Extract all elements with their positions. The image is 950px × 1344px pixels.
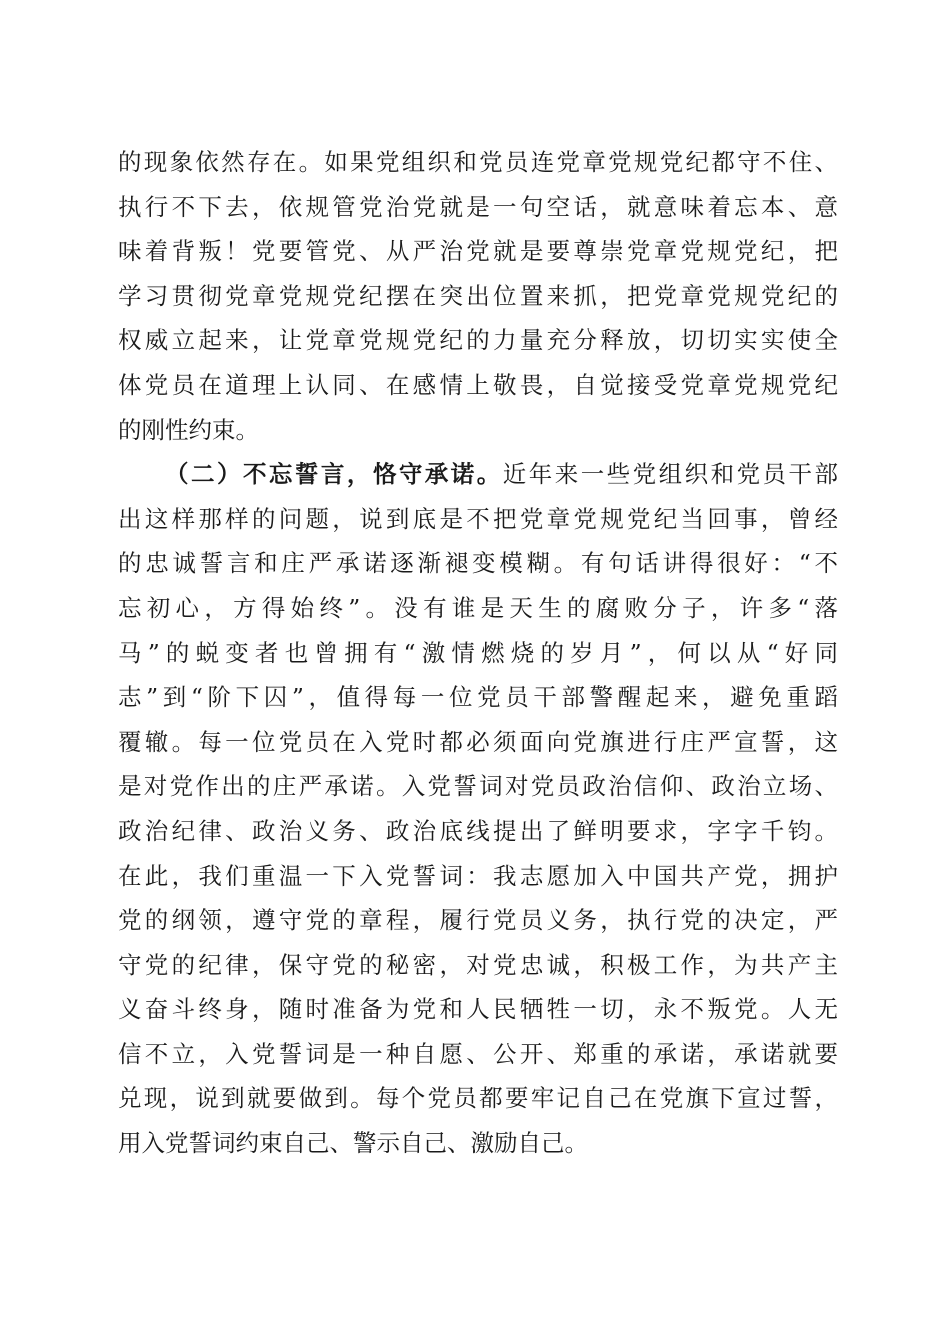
text-fragment: 近年来一些党组织和党员干部 [502, 460, 839, 489]
text-line: 义奋斗终身，随时准备为党和人民牺牲一切，永不叛党。人无 [118, 995, 838, 1024]
text-line: 的忠诚誓言和庄严承诺逐渐褪变模糊。有句话讲得很好：“不 [118, 549, 838, 578]
section-heading: （二）不忘誓言，恪守承诺。 [165, 460, 503, 489]
text-line: 兑现，说到就要做到。每个党员都要牢记自己在党旗下宣过誓， [118, 1084, 838, 1113]
text-line: 志”到“阶下囚”，值得每一位党员干部警醒起来，避免重蹈 [118, 683, 838, 712]
text-line: 在此，我们重温一下入党誓词：我志愿加入中国共产党，拥护 [118, 861, 838, 890]
text-line: 信不立，入党誓词是一种自愿、公开、郑重的承诺，承诺就要 [118, 1039, 838, 1068]
text-line: 味着背叛！党要管党、从严治党就是要尊崇党章党规党纪，把 [118, 237, 838, 266]
paragraph-first-line [118, 452, 838, 497]
paragraph-1 [118, 140, 838, 452]
text-line: 的刚性约束。 [118, 415, 259, 444]
text-line: 执行不下去，依规管党治党就是一句空话，就意味着忘本、意 [118, 192, 838, 221]
paragraph-2 [118, 452, 838, 1166]
text-line: 体党员在道理上认同、在感情上敬畏，自觉接受党章党规党纪 [118, 370, 838, 399]
text-line: 覆辙。每一位党员在入党时都必须面向党旗进行庄严宣誓，这 [118, 727, 838, 756]
text-line: 守党的纪律，保守党的秘密，对党忠诚，积极工作，为共产主 [118, 950, 838, 979]
body-text [118, 140, 838, 1166]
text-line: 马”的蜕变者也曾拥有“激情燃烧的岁月”，何以从“好同 [118, 638, 838, 667]
text-line: 是对党作出的庄严承诺。入党誓词对党员政治信仰、政治立场、 [118, 772, 838, 801]
text-line: 政治纪律、政治义务、政治底线提出了鲜明要求，字字千钧。 [118, 816, 838, 845]
text-line: 用入党誓词约束自己、警示自己、激励自己。 [118, 1129, 588, 1158]
text-line: 学习贯彻党章党规党纪摆在突出位置来抓，把党章党规党纪的 [118, 281, 838, 310]
text-line: 的现象依然存在。如果党组织和党员连党章党规党纪都守不住、 [118, 148, 838, 176]
text-line: 忘初心，方得始终”。没有谁是天生的腐败分子，许多“落 [118, 593, 838, 622]
text-line: 党的纲领，遵守党的章程，履行党员义务，执行党的决定，严 [118, 906, 838, 935]
text-line: 出这样那样的问题，说到底是不把党章党规党纪当回事，曾经 [118, 504, 838, 533]
text-line: 权威立起来，让党章党规党纪的力量充分释放，切切实实使全 [118, 326, 838, 355]
